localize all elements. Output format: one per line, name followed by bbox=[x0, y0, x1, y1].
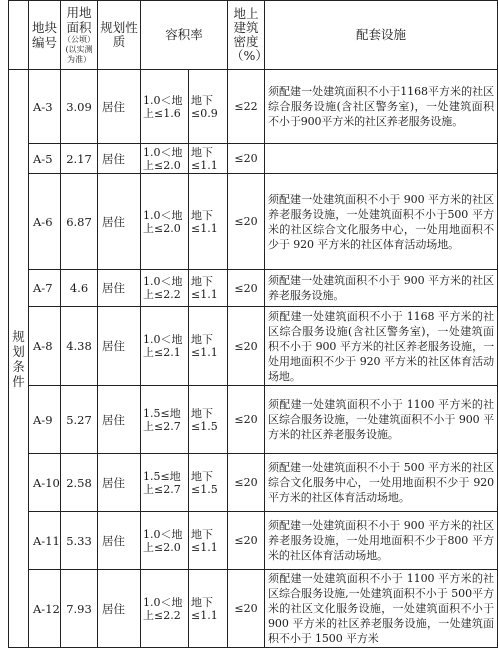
facilities-text: 须配建一处建筑面积不小于 900 平方米的社区养老服务设施，一处建筑面积不小于500 平方米的社区综合文化服务中心，一处用地面积不少于 920 平方米的社区体育活动场地。 bbox=[265, 174, 498, 270]
density-value: ≤20 bbox=[228, 512, 265, 570]
facilities-text: 须配建一处建筑面积不小于 900 平方米的社区养老服务设施，一处用地面积不少于800 平方米的社区体育活动场地。 bbox=[265, 512, 498, 570]
header-area bbox=[61, 1, 98, 70]
density-value: ≤20 bbox=[228, 174, 265, 270]
header-facilities: 配套设施 bbox=[265, 1, 498, 70]
plot-area: 5.27 bbox=[61, 386, 98, 454]
density-value: ≤20 bbox=[228, 570, 265, 648]
header-far: 容积率 bbox=[141, 1, 228, 70]
far-below: 地下≤1.1 bbox=[189, 307, 228, 386]
plot-nature: 居住 bbox=[98, 386, 141, 454]
plot-nature: 居住 bbox=[98, 270, 141, 307]
plot-area: 4.38 bbox=[61, 307, 98, 386]
plot-area: 6.87 bbox=[61, 174, 98, 270]
plot-area: 7.93 bbox=[61, 570, 98, 648]
density-value: ≤22 bbox=[228, 70, 265, 144]
header-blank bbox=[9, 1, 29, 70]
far-below: 地下≤1.5 bbox=[189, 454, 228, 512]
plot-nature: 居住 bbox=[98, 70, 141, 144]
facilities-text: 须配建一处建筑面积不小于1168平方米的社区综合服务设施(含社区警务室)，一处建筑面积不小于900平方米的社区养老服务设施。 bbox=[265, 70, 498, 144]
plot-nature: 居住 bbox=[98, 174, 141, 270]
table-row bbox=[9, 454, 498, 512]
plot-code: A-12 bbox=[29, 570, 61, 648]
table-row bbox=[9, 144, 498, 174]
density-value: ≤20 bbox=[228, 270, 265, 307]
header-plot-code: 地块编号 bbox=[29, 1, 61, 70]
facilities-text: 须配建一处建筑面积不小于 1100 平方米的社区综合服务设施,一处建筑面积不小于 500平方米的社区文化服务设施，一处建筑面积不小于 900 平方米的社区养老服务设施，一处建筑面积不小于 1500 平方米 bbox=[265, 570, 498, 648]
table-row bbox=[9, 174, 498, 270]
plot-area: 5.33 bbox=[61, 512, 98, 570]
far-above: 1.0＜地上≤2.2 bbox=[141, 270, 189, 307]
far-below: 地下≤1.1 bbox=[189, 144, 228, 174]
density-value: ≤20 bbox=[228, 454, 265, 512]
facilities-text: 须配建一处建筑面积不小于 500 平方米的社区综合文化服务中心，一处用地面积不少于 920 平方米的社区体育活动场地。 bbox=[265, 454, 498, 512]
header-row bbox=[9, 1, 498, 70]
plot-nature: 居住 bbox=[98, 512, 141, 570]
far-above: 1.0＜地上≤1.6 bbox=[141, 70, 189, 144]
plot-code: A-7 bbox=[29, 270, 61, 307]
plot-code: A-3 bbox=[29, 70, 61, 144]
plot-nature: 居住 bbox=[98, 454, 141, 512]
facilities-text: 须配建一处建筑面积不小于 1100 平方米的社区综合服务设施，一处建筑面积不小于 900 平方米的社区养老服务设施。 bbox=[265, 386, 498, 454]
plot-nature: 居住 bbox=[98, 570, 141, 648]
far-below: 地下≤1.1 bbox=[189, 270, 228, 307]
planning-table bbox=[8, 0, 498, 648]
plot-area: 2.58 bbox=[61, 454, 98, 512]
far-above: 1.0＜地上≤2.0 bbox=[141, 512, 189, 570]
plot-area: 2.17 bbox=[61, 144, 98, 174]
plot-area: 4.6 bbox=[61, 270, 98, 307]
facilities-text: 须配建一处建筑面积不小于 1168 平方米的社区综合服务设施(含社区警务室)，一处建筑面积不小于 900 平方米的社区养老服务设施，一处用地面积不少于 920 平方米的社区体育活动场地。 bbox=[265, 307, 498, 386]
far-below: 地下≤1.1 bbox=[189, 570, 228, 648]
side-label: 规划条件 bbox=[9, 70, 29, 648]
far-below: 地下≤1.5 bbox=[189, 386, 228, 454]
far-above: 1.0＜地上≤2.2 bbox=[141, 570, 189, 648]
table-row bbox=[9, 307, 498, 386]
plot-code: A-5 bbox=[29, 144, 61, 174]
far-above: 1.5≤地上≤2.7 bbox=[141, 454, 189, 512]
plot-nature: 居住 bbox=[98, 144, 141, 174]
table-row bbox=[9, 270, 498, 307]
far-above: 1.0＜地上≤2.0 bbox=[141, 174, 189, 270]
far-above: 1.0＜地上≤2.0 bbox=[141, 144, 189, 174]
plot-code: A-10 bbox=[29, 454, 61, 512]
density-value: ≤20 bbox=[228, 144, 265, 174]
density-value: ≤20 bbox=[228, 386, 265, 454]
facilities-text: 须配建一处建筑面积不小于 900 平方米的社区养老服务设施。 bbox=[265, 270, 498, 307]
facilities-text bbox=[265, 144, 498, 174]
table-row bbox=[9, 570, 498, 648]
far-below: 地下≤0.9 bbox=[189, 70, 228, 144]
plot-nature: 居住 bbox=[98, 307, 141, 386]
plot-code: A-6 bbox=[29, 174, 61, 270]
plot-code: A-11 bbox=[29, 512, 61, 570]
header-density: 地上建筑密度（%） bbox=[228, 1, 265, 70]
density-value: ≤20 bbox=[228, 307, 265, 386]
table-row bbox=[9, 512, 498, 570]
table-row bbox=[9, 386, 498, 454]
header-area-note: （公顷）(以实测为准） bbox=[63, 35, 95, 64]
plot-area: 3.09 bbox=[61, 70, 98, 144]
far-above: 1.0＜地上≤2.1 bbox=[141, 307, 189, 386]
table-row bbox=[9, 70, 498, 144]
plot-code: A-8 bbox=[29, 307, 61, 386]
far-below: 地下≤1.1 bbox=[189, 512, 228, 570]
planning-conditions-sheet bbox=[8, 0, 497, 645]
header-nature: 规划性质 bbox=[98, 1, 141, 70]
plot-code: A-9 bbox=[29, 386, 61, 454]
far-above: 1.5≤地上≤2.7 bbox=[141, 386, 189, 454]
header-area-main: 用地面积 bbox=[66, 5, 92, 35]
far-below: 地下≤1.1 bbox=[189, 174, 228, 270]
